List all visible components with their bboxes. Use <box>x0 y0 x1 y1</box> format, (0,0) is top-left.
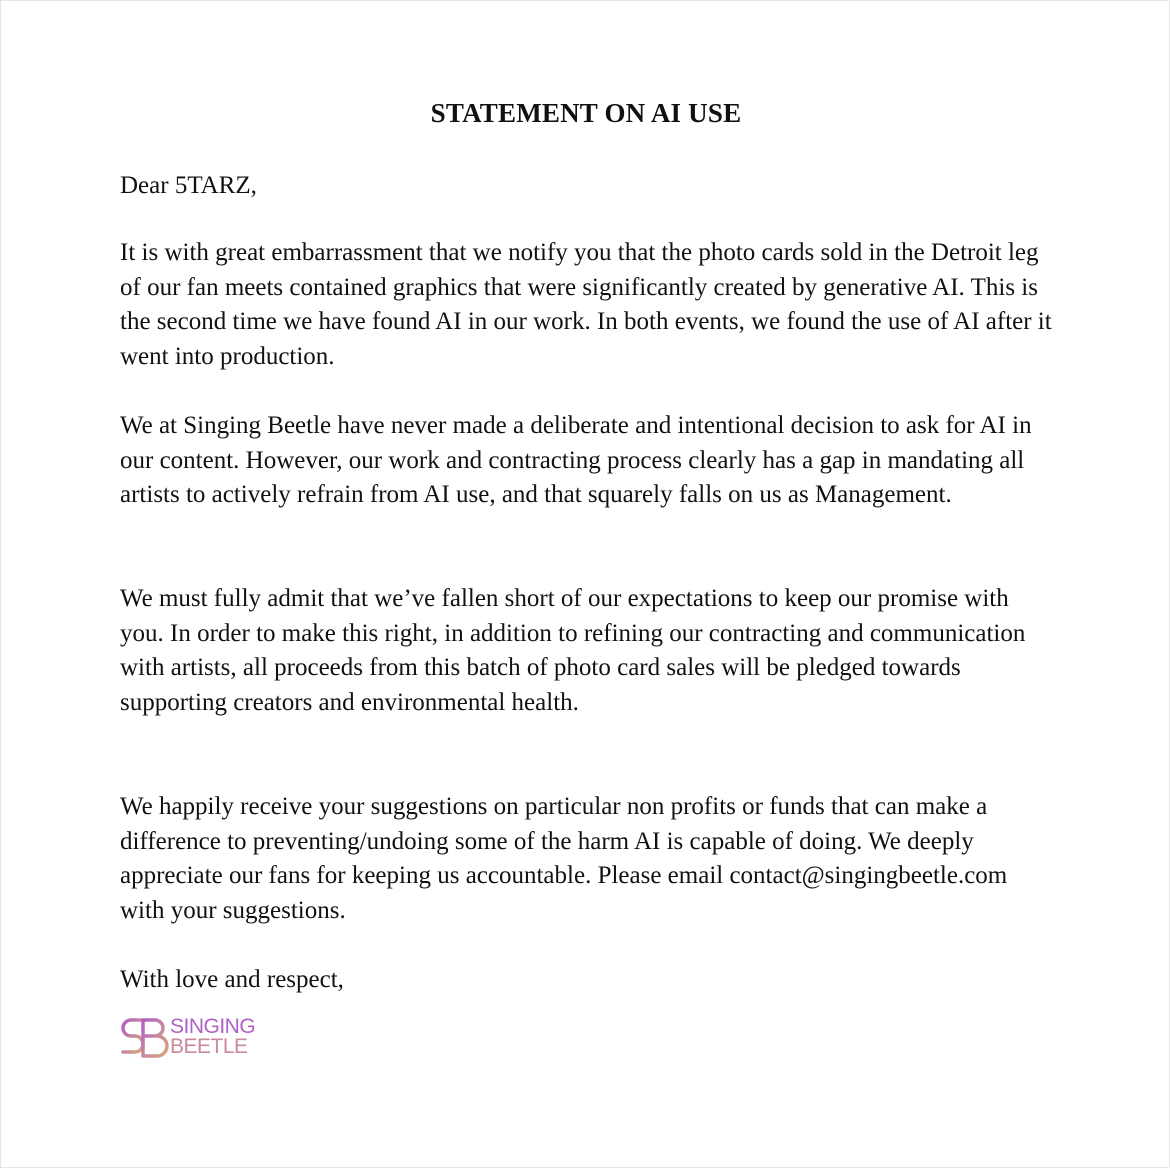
page-title: STATEMENT ON AI USE <box>430 98 742 128</box>
closing-line: With love and respect, <box>120 966 344 993</box>
paragraph-4: We happily receive your suggestions on particular non profits or funds that can make a difference to preventing/undoing some of the harm AI is capable of doing. We deeply appreciate our fans for keeping us accountable. Please email contact@singingbeetle.com with your suggestions. <box>120 793 1008 924</box>
salutation: Dear 5TARZ, <box>120 172 257 199</box>
paragraph-3: We must fully admit that we’ve fallen short of our expectations to keep our promise with you. In order to make this right, in addition to refining our contracting and communication with artists, all proceeds from this batch of photo card sales will be pledged towards supporting creators and environmental health. <box>120 585 1026 716</box>
logo-line-2: BEETLE <box>170 1035 248 1058</box>
singing-beetle-logo <box>119 1015 279 1065</box>
logo-line-1: SINGING <box>170 1015 256 1038</box>
paragraph-1: It is with great embarrassment that we notify you that the photo cards sold in the Detroit leg of our fan meets contained graphics that were significantly created by generative AI. This is the second time we have found AI in our work. In both events, we found the use of AI after it went into production. <box>120 239 1052 370</box>
sb-monogram-icon <box>119 1015 169 1061</box>
logo-wordmark <box>170 1017 255 1057</box>
paragraph-2: We at Singing Beetle have never made a deliberate and intentional decision to ask for AI in our content. However, our work and contracting process clearly has a gap in mandating all artists to actively refrain from AI use, and that squarely falls on us as Management. <box>120 412 1032 509</box>
